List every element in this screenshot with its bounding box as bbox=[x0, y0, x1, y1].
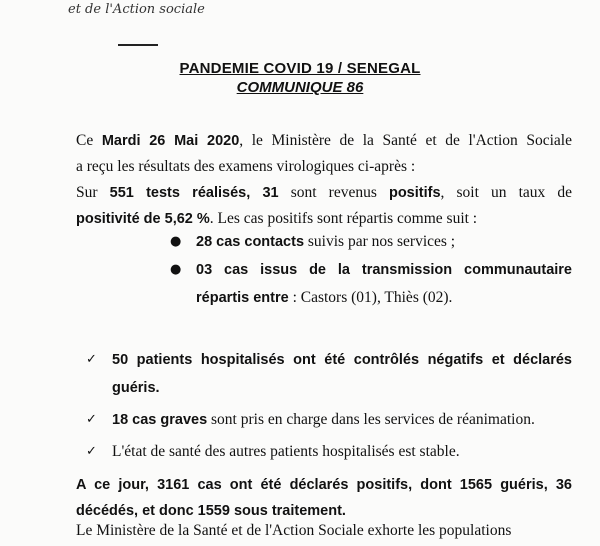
list-item: ● 28 cas contacts suivis par nos services ; bbox=[170, 228, 572, 256]
closing-line: Le Ministère de la Santé et de l'Action Sociale exhorte les populations bbox=[76, 522, 512, 539]
intro-line-4: positivité de 5,62 %. Les cas positifs sont répartis comme suit : bbox=[76, 210, 478, 227]
list-item: ✓ L'état de santé des autres patients hospitalisés est stable. bbox=[86, 438, 572, 466]
positives-word: positifs bbox=[388, 185, 441, 201]
document-title: PANDEMIE COVID 19 / SENEGAL bbox=[179, 60, 421, 77]
checkmark-icon: ✓ bbox=[86, 444, 97, 459]
intro-paragraph bbox=[76, 128, 572, 232]
checkmark-icon: ✓ bbox=[86, 352, 97, 367]
positive-cases-breakdown bbox=[170, 228, 572, 312]
bullet-icon: ● bbox=[170, 234, 182, 249]
cumulative-summary: A ce jour, 3161 cas ont été déclarés positifs, dont 1565 guéris, 36 décédés, et donc 1559 sous traitement. bbox=[76, 477, 572, 519]
list-item: ✓ 50 patients hospitalisés ont été contrôlés négatifs et déclarés guéris. bbox=[86, 346, 572, 402]
list-item: ✓ 18 cas graves sont pris en charge dans les services de réanimation. bbox=[86, 406, 572, 434]
intro-line-2: a reçu les résultats des examens virologiques ci-après : bbox=[76, 158, 416, 175]
ministry-header: et de l'Action sociale bbox=[68, 2, 205, 17]
report-date: Mardi 26 Mai 2020 bbox=[101, 133, 240, 149]
title-block bbox=[0, 60, 600, 96]
intro-line-1: Ce Mardi 26 Mai 2020, le Ministère de la Santé et de l'Action Sociale bbox=[76, 132, 572, 149]
patient-status-list bbox=[86, 346, 572, 470]
list-item: ● 03 cas issus de la transmission communautaire répartis entre : Castors (01), Thiès (02). bbox=[170, 256, 572, 312]
positivity-rate: positivité de 5,62 % bbox=[76, 211, 210, 227]
header-divider bbox=[118, 44, 158, 46]
checkmark-icon: ✓ bbox=[86, 412, 97, 427]
bullet-icon: ● bbox=[170, 262, 182, 277]
communique-number: COMMUNIQUE 86 bbox=[236, 79, 364, 96]
intro-line-3: Sur 551 tests réalisés, 31 sont revenus positifs, soit un taux de bbox=[76, 184, 573, 201]
tests-count: 551 tests réalisés, 31 bbox=[109, 185, 279, 201]
